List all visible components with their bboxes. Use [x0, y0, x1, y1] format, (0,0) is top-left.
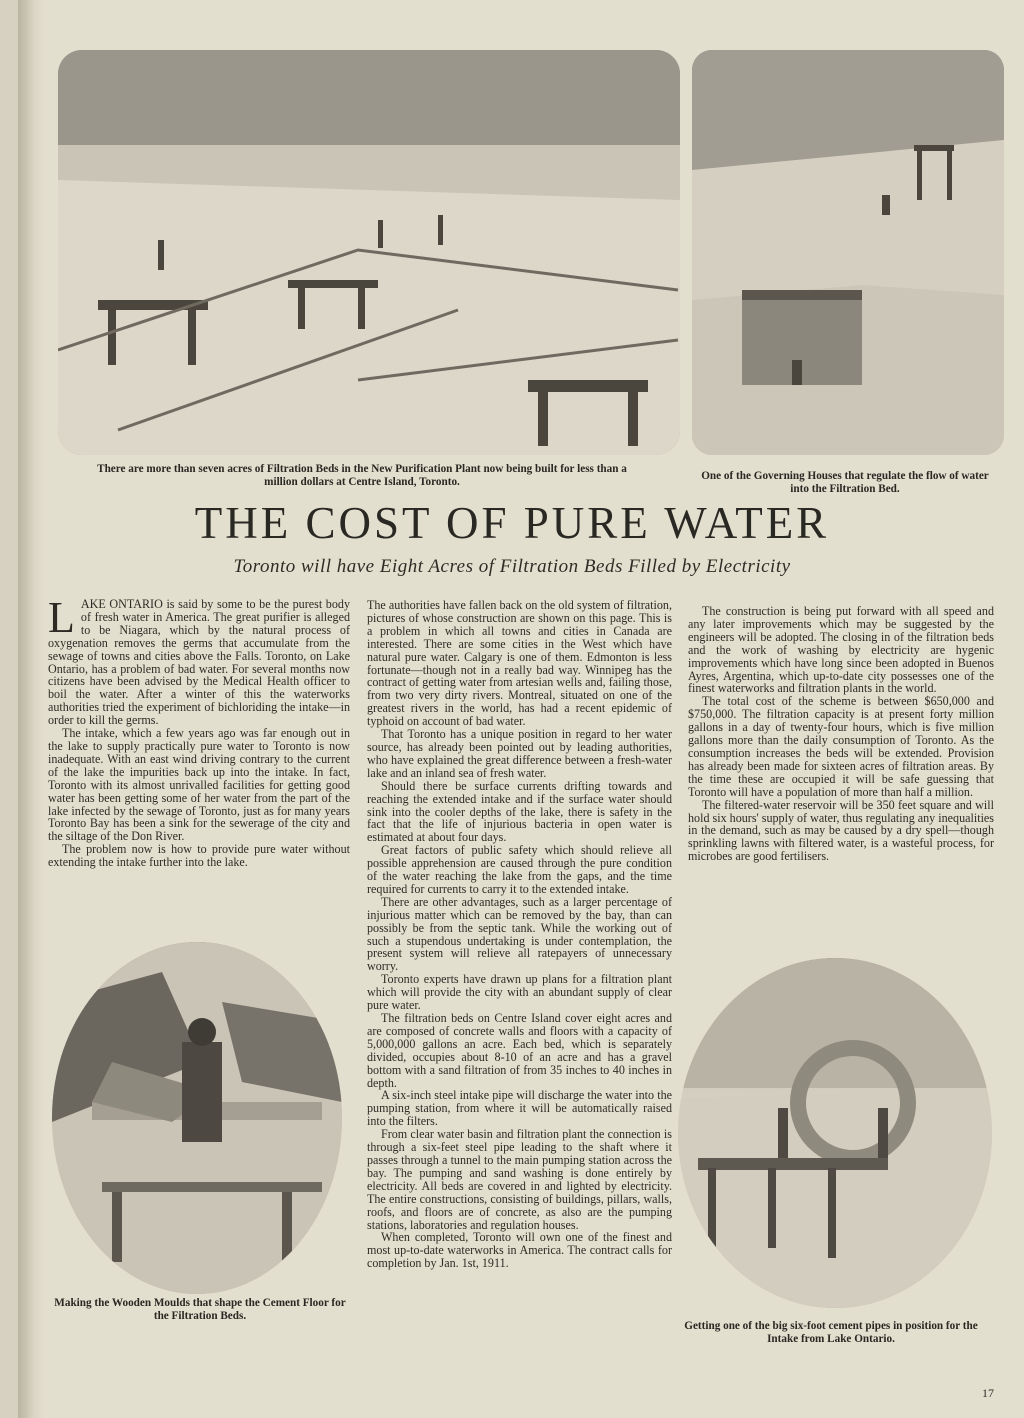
- article-subtitle: Toronto will have Eight Acres of Filtration Beds Filled by Electricity: [233, 556, 791, 577]
- caption-top-right: One of the Governing Houses that regulate the flow of water into the Filtration Bed.: [701, 470, 989, 495]
- col1-paragraph-2: The intake, which a few years ago was far enough out in the lake to supply practically pure water to Toronto is now inadequate. With an east wind driving contrary to the current of the lake the impurities back up into the intake. In fact, Toronto with its almost unrivalled facilities for getting good water has been getting some of her water from the part of the lake infected by the sewage of Toronto, just as for many years Toronto Bay has been a sink for the sewerage of the city and the siltage of the Don River.: [48, 726, 350, 844]
- page-number: 17: [982, 1386, 994, 1400]
- article-title: THE COST OF PURE WATER: [194, 498, 830, 548]
- column-2: [367, 599, 672, 1270]
- col2-paragraph-9: From clear water basin and filtration plant the connection is through a six-feet steel pipe leading to the shaft where it passes through a tunnel to the main pumping station across the bay. The pumping and sand washing is done entirely by electricity. All beds are covered in and lighted by electricity. The entire constructions, consisting of buildings, pillars, walls, roofs, and floors are of concrete, as also are the pumping stations, laboratories and regulation houses.: [367, 1127, 672, 1232]
- col2-paragraph-3: Should there be surface currents drifting towards and reaching the extended intake and if the surface water should sink into the cooler depths of the lake, there is safety in the fact that the life of injurious bacteria in open water is estimated at about four days.: [367, 778, 672, 845]
- col3-paragraph-1: The construction is being put forward with all speed and any later improvements which may be suggested by the engineers will be adopted. The closing in of the filtration beds and the work of washing by electricity are hygenic improvements which have long since been adopted in Buenos Ayres, Argentina, which up-to-date city possesses one of the finest waterworks and filtration plants in the world.: [688, 604, 994, 696]
- col2-paragraph-4: Great factors of public safety which should relieve all possible apprehension are caused through the pure condition of the water reaching the lake from the gaps, and the time required for currents to carry it to the extended intake.: [367, 843, 672, 896]
- caption-bottom-left: Making the Wooden Moulds that shape the Cement Floor for the Filtration Beds.: [54, 1297, 346, 1322]
- photo-governing-house: [692, 50, 1004, 455]
- photo-filtration-beds: [58, 50, 680, 455]
- col1-paragraph-3: The problem now is how to provide pure water without extending the intake further into the lake.: [48, 842, 350, 870]
- drop-cap: L: [48, 593, 75, 642]
- col3-paragraph-2: The total cost of the scheme is between $650,000 and $750,000. The filtration capacity is at present forty million gallons in a day of twenty-four hours, which is five million gallons more than the daily consumption of Toronto. As the consumption increases the beds will be extended. Provision has already been made for sixteen acres of filtration areas. By the time these are occupied it will be safe guessing that Toronto will have a population of more than half a million.: [688, 694, 994, 799]
- col2-paragraph-6: Toronto experts have drawn up plans for a filtration plant which will provide the city with an abundant supply of clear pure water.: [367, 972, 672, 1013]
- col2-paragraph-8: A six-inch steel intake pipe will discharge the water into the pumping station, from where it will be automatically raised into the filters.: [367, 1088, 672, 1129]
- photo-wooden-moulds: [52, 942, 342, 1294]
- col2-paragraph-5: There are other advantages, such as a larger percentage of injurious matter which can be removed by the bay, than can possibly be from the septic tank. While the working out of such a stupendous undertaking is under contemplation, the present system will relieve all ratepayers of unnecessary worry.: [367, 894, 672, 974]
- col2-paragraph-7: The filtration beds on Centre Island cover eight acres and are composed of concrete walls and floors with a capacity of 5,000,000 gallons an acre. Each bed, which is separately divided, occupies about 8-10 of an acre and has a gravel bottom with a sand filtration of from 35 inches to 40 inches in depth.: [367, 1011, 672, 1090]
- photo-cement-pipe: [678, 958, 992, 1308]
- caption-bottom-right: Getting one of the big six-foot cement pipes in position for the Intake from Lake Ontario.: [684, 1320, 978, 1345]
- col2-paragraph-2: That Toronto has a unique position in regard to her water source, has already been pointed out by leading authorities, who have explained the great difference between a fresh-water lake and an inland sea of fresh water.: [367, 727, 672, 780]
- page-gutter: [18, 0, 44, 1418]
- col2-paragraph-1: The authorities have fallen back on the old system of filtration, pictures of whose construction are shown on this page. This is a problem in which all towns and cities in Canada are interested. There are some cities in the West which have natural pure water. Calgary is one of them. Edmonton is less fortunate—though not in a really bad way. Winnipeg has the contract of getting water from artesian wells and, failing those, from two very dirty rivers. Montreal, situated on one of the greatest rivers in the world, has had a recent epidemic of typhoid on account of bad water.: [367, 598, 672, 729]
- column-3: [688, 605, 994, 863]
- col1-paragraph-1: LAKE ONTARIO is said by some to be the purest body of fresh water in America. The great purifier is alleged to be Niagara, which by the natural process of oxygenation removes the germs that accumulate from the sewage of towns and cities above the Falls. Toronto, on Lake Ontario, has a problem of bad water. For several months now citizens have been advised by the Medical Health officer to boil the water. After a winter of this the waterworks authorities tried the experiment of bichloriding the intake—in order to kill the germs.: [48, 593, 350, 728]
- col2-paragraph-10: When completed, Toronto will own one of the finest and most up-to-date waterworks in America. The contract calls for completion by Jan. 1st, 1911.: [367, 1230, 672, 1271]
- col3-paragraph-3: The filtered-water reservoir will be 350 feet square and will hold six hours' supply of water, thus regulating any inequalities in the demand, such as may be caused by a dry spell—though sprinkling lawns with filtered water, is a wasteful process, for microbes are good fertilisers.: [688, 797, 995, 864]
- column-1: [48, 593, 350, 870]
- caption-top-left: There are more than seven acres of Filtration Beds in the New Purification Plant now being built for less than a million dollars at Centre Island, Toronto.: [97, 463, 627, 488]
